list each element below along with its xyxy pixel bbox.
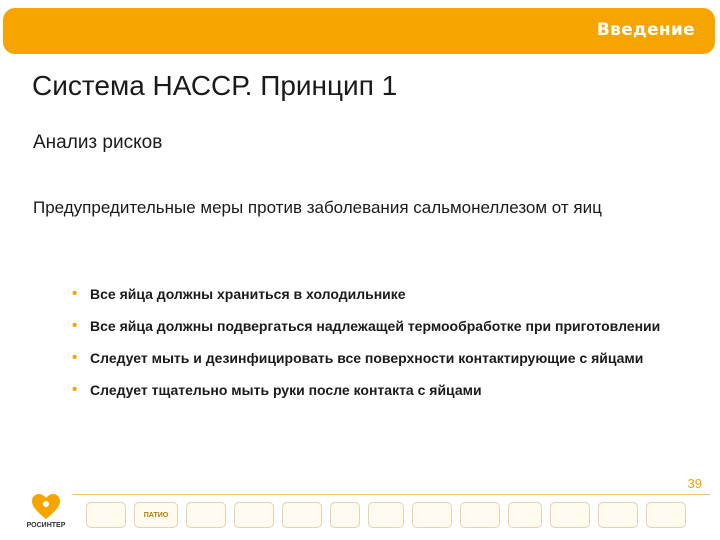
partner-logo: [598, 502, 638, 528]
bullet-dot-icon: •: [72, 349, 78, 366]
partner-logo: [330, 502, 360, 528]
partner-logo: [508, 502, 542, 528]
partner-logos: [86, 502, 706, 530]
partner-logo: [646, 502, 686, 528]
intro-text: Предупредительные меры против заболевания сальмонеллезом от яиц: [33, 198, 602, 217]
partner-logo: [550, 502, 590, 528]
bullet-item: [72, 380, 692, 400]
footer-divider: [72, 494, 710, 495]
bullet-dot-icon: •: [72, 285, 78, 302]
bullet-dot-icon: •: [72, 317, 78, 334]
partner-logo: [368, 502, 404, 528]
bullet-item: [72, 348, 692, 368]
partner-logo: [86, 502, 126, 528]
bullet-item: [72, 284, 692, 304]
bullet-text: Следует тщательно мыть руки после контакта с яйцами: [90, 382, 482, 398]
logo-wordmark: РОСИНТЕР: [26, 522, 66, 529]
bullet-dot-icon: •: [72, 381, 78, 398]
partner-logo: [186, 502, 226, 528]
partner-logo: [412, 502, 452, 528]
partner-logo: ПАТИО: [134, 502, 178, 528]
partner-logo: [282, 502, 322, 528]
page-number: 39: [687, 476, 702, 491]
header-bar: [3, 8, 715, 54]
section-label: Введение: [596, 20, 695, 40]
heart-logo-icon: [32, 494, 60, 520]
bullet-text: Все яйца должны подвергаться надлежащей термообработке при приготовлении: [90, 318, 661, 334]
partner-logo: [234, 502, 274, 528]
bullet-item: [72, 316, 692, 336]
bullet-list: [72, 284, 692, 400]
slide-title: Система НАССР. Принцип 1: [32, 70, 398, 101]
bullet-text: Следует мыть и дезинфицировать все поверхности контактирующие с яйцами: [90, 350, 644, 366]
bullet-text: Все яйца должны храниться в холодильнике: [90, 286, 406, 302]
partner-logo: [460, 502, 500, 528]
slide-subtitle: Анализ рисков: [33, 132, 163, 153]
company-logo: [24, 494, 68, 538]
